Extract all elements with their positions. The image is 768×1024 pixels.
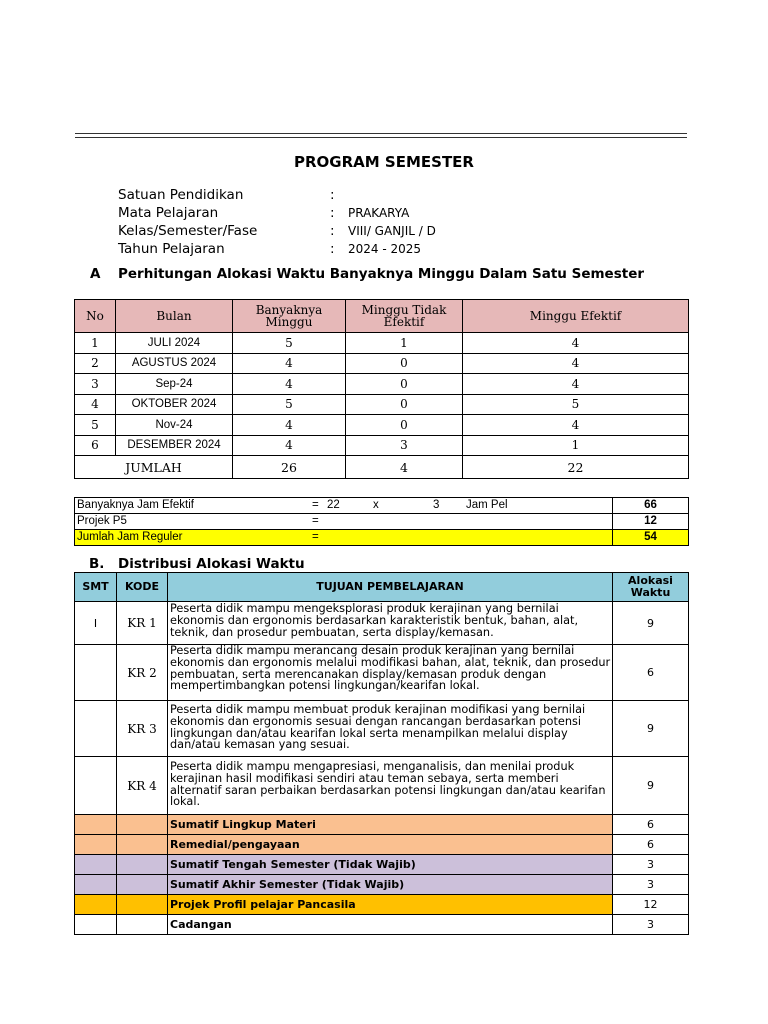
summary-alokasi: 6 [613,815,689,835]
summary-label: Sumatif Akhir Semester (Tidak Wajib) [168,875,613,895]
info-colon: : [330,223,335,239]
page-title: PROGRAM SEMESTER [294,153,474,171]
cell-efektif: 5 [463,394,689,415]
cell-no: 5 [75,415,116,436]
cell-banyak: 4 [233,374,346,395]
summary-row [75,815,689,835]
cell-no: 2 [75,353,116,374]
info-colon: : [330,187,335,203]
cell-bulan: Nov-24 [116,415,233,436]
total-tidak: 4 [346,456,463,479]
table-row [75,374,689,395]
jam-row-efektif [75,498,689,514]
col-header-efektif: Minggu Efektif [463,300,689,333]
summary-label: Cadangan [168,915,613,935]
col-header-alokasi: Alokasi Waktu [613,573,689,602]
table-row [75,353,689,374]
weeks-table [74,299,689,479]
cell-tujuan: Peserta didik mampu mengeksplorasi produk kerajinan yang bernilai ekonomis dan ergonomis berdasarkan karakteristik bentuk, bahan, alat, teknik, dan prosedur pembuatan, serta display/kemasan. [168,602,613,645]
col-header-bulan: Bulan [116,300,233,333]
cell-bulan: OKTOBER 2024 [116,394,233,415]
info-value: 2024 - 2025 [348,242,422,256]
col-header-tidak-efektif: Minggu Tidak Efektif [346,300,463,333]
col-header-smt: SMT [75,573,117,602]
info-colon: : [330,241,335,257]
jam-label: Jumlah Jam Reguler [77,531,183,543]
cell-kode: KR 2 [117,645,168,701]
table-row [75,701,689,757]
jam-x: x [373,499,379,511]
summary-label: Sumatif Lingkup Materi [168,815,613,835]
summary-label: Projek Profil pelajar Pancasila [168,895,613,915]
top-rule-2 [75,137,687,138]
cell-smt [75,645,117,701]
table-row [75,757,689,815]
jam-eq: = [312,531,319,543]
cell-kode: KR 1 [117,602,168,645]
cell-banyak: 5 [233,394,346,415]
cell-tidak: 1 [346,333,463,354]
table-row [75,602,689,645]
cell-alokasi: 9 [613,701,689,757]
cell-banyak: 4 [233,353,346,374]
cell-tujuan: Peserta didik mampu merancang desain produk kerajinan yang bernilai ekonomis dan ergonomis melalui modifikasi bahan, alat, teknik, dan prosedur pembuatan, serta merencanakan display/kemasan produk dengan mempertimbangkan potensi lingkungan/kearifan lokal. [168,645,613,701]
cell-alokasi: 9 [613,602,689,645]
table-row [75,333,689,354]
summary-alokasi: 3 [613,855,689,875]
summary-label: Remedial/pengayaan [168,835,613,855]
info-label: Kelas/Semester/Fase [118,223,258,239]
jam-eq: = [312,515,319,527]
cell-banyak: 5 [233,333,346,354]
table-row [75,415,689,436]
cell-tujuan: Peserta didik mampu membuat produk kerajinan modifikasi yang bernilai ekonomis dan ergonomis sesuai dengan rancangan berdasarkan potensi lingkungan dan/atau kearifan lokal serta menampilkan melalui display dan/atau kemasan yang sesuai. [168,701,613,757]
cell-tidak: 0 [346,394,463,415]
cell-efektif: 1 [463,435,689,456]
cell-no: 4 [75,394,116,415]
cell-bulan: Sep-24 [116,374,233,395]
summary-row [75,895,689,915]
cell-alokasi: 6 [613,645,689,701]
table-row [75,394,689,415]
section-b-letter: B. [89,556,105,572]
distribution-table [74,572,689,935]
cell-smt [75,757,117,815]
jam-value: 54 [613,530,689,546]
jam-unit: Jam Pel [466,499,508,511]
cell-bulan: DESEMBER 2024 [116,435,233,456]
table-header-row [75,300,689,333]
cell-banyak: 4 [233,415,346,436]
total-label: JUMLAH [75,456,233,479]
summary-alokasi: 3 [613,915,689,935]
cell-no: 6 [75,435,116,456]
cell-kode: KR 4 [117,757,168,815]
total-banyak: 26 [233,456,346,479]
cell-bulan: JULI 2024 [116,333,233,354]
total-efektif: 22 [463,456,689,479]
cell-smt [75,701,117,757]
jam-value: 12 [613,514,689,530]
cell-alokasi: 9 [613,757,689,815]
section-b-title: Distribusi Alokasi Waktu [118,556,305,572]
summary-row [75,875,689,895]
col-header-kode: KODE [117,573,168,602]
info-value: VIII/ GANJIL / D [348,224,436,238]
section-b-heading [89,556,305,572]
jam-label: Banyaknya Jam Efektif [77,499,194,511]
cell-efektif: 4 [463,353,689,374]
jam-row-reguler [75,530,689,546]
table-header-row [75,573,689,602]
section-a-title: Perhitungan Alokasi Waktu Banyaknya Minggu Dalam Satu Semester [118,266,645,282]
jam-eq: = [312,499,319,511]
section-a-heading [90,266,645,282]
cell-banyak: 4 [233,435,346,456]
col-header-no: No [75,300,116,333]
info-label: Mata Pelajaran [118,205,219,221]
summary-alokasi: 6 [613,835,689,855]
jam-row-p5 [75,514,689,530]
summary-row [75,855,689,875]
cell-tidak: 0 [346,374,463,395]
cell-no: 3 [75,374,116,395]
info-colon: : [330,205,335,221]
cell-tidak: 0 [346,415,463,436]
table-row [75,645,689,701]
jam-table [74,497,689,546]
cell-kode: KR 3 [117,701,168,757]
info-label: Satuan Pendidikan [118,187,244,203]
jam-value: 66 [613,498,689,514]
top-rule [75,133,687,134]
cell-no: 1 [75,333,116,354]
table-row [75,435,689,456]
summary-label: Sumatif Tengah Semester (Tidak Wajib) [168,855,613,875]
cell-bulan: AGUSTUS 2024 [116,353,233,374]
cell-smt: I [75,602,117,645]
total-row [75,456,689,479]
cell-efektif: 4 [463,415,689,436]
col-header-tujuan: TUJUAN PEMBELAJARAN [168,573,613,602]
summary-row [75,835,689,855]
summary-alokasi: 3 [613,875,689,895]
jam-a: 22 [327,499,340,511]
info-value: PRAKARYA [348,206,410,220]
cell-efektif: 4 [463,333,689,354]
section-a-letter: A [90,266,101,282]
cell-tidak: 3 [346,435,463,456]
jam-b: 3 [433,499,440,511]
summary-alokasi: 12 [613,895,689,915]
cell-efektif: 4 [463,374,689,395]
summary-row [75,915,689,935]
col-header-banyak: Banyaknya Minggu [233,300,346,333]
cell-tujuan: Peserta didik mampu mengapresiasi, menganalisis, dan menilai produk kerajinan hasil modifikasi sendiri atau teman sebaya, serta memberi alternatif saran perbaikan berdasarkan potensi lingkungan dan/atau kearifan lokal. [168,757,613,815]
jam-label: Projek P5 [77,515,127,527]
info-label: Tahun Pelajaran [118,241,225,257]
cell-tidak: 0 [346,353,463,374]
